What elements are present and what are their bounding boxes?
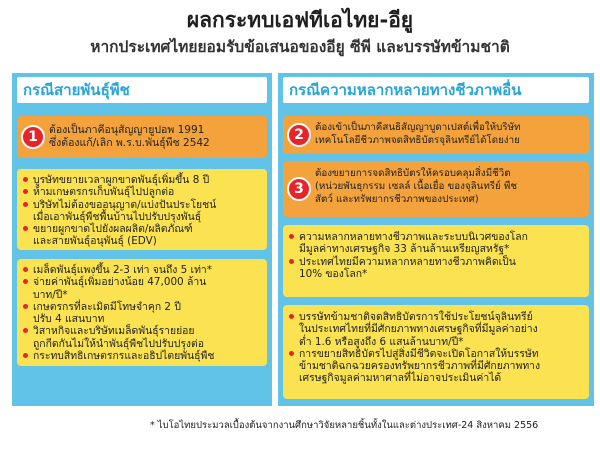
text-line: ต้องเข้าเป็นภาคีสนธิสัญญาบูดาเปสต์เพื่อให้บริษัท xyxy=(315,122,521,133)
bullet-icon xyxy=(289,351,294,356)
text-line: ต้องขยายการจดสิทธิบัตรให้ครอบคลุมสิ่งมีชีวิต xyxy=(315,168,511,179)
right-numbered-text-2 xyxy=(315,122,521,147)
list-item-continuation: ข้ามชาติฉกฉวยครองทรัพยากรชีวภาพที่มีศักยภาพทาง xyxy=(299,360,541,373)
text-line: ต้องเป็นภาคีอนุสัญญายูปอพ 1991 xyxy=(49,124,205,136)
list-item: เกษตรกรที่ละเมิดมีโทษจำคุก 2 ปี xyxy=(23,301,261,313)
list-item-continuation: ต่ำ 1.6 หรือสูงถึง 6 แสนล้านบาท/ปี* xyxy=(299,335,464,348)
bullet-icon xyxy=(23,177,28,182)
bullet-icon xyxy=(289,259,294,264)
list-item: บูรษัทขยายเวลาผูกขาดพันธุ์เพิ่มขึ้น 8 ปี xyxy=(23,174,261,186)
list-item: จ่ายค่าพันธุ์เพิ่มอย่างน้อย 47,000 ล้าน xyxy=(23,276,261,288)
right-info-box-2 xyxy=(283,305,589,399)
list-item-continuation: บาท/ปี* xyxy=(33,288,68,301)
list-item: บรรษัทข้ามชาติจดสิทธิบัตรการใช้ประโยชน์จุลินทรีย์ xyxy=(289,311,583,323)
list-item-continuation: ถูกกีดกันไม่ให้นำพันธุ์พืชไปปรับปรุงต่อ xyxy=(33,337,204,350)
page-subtitle: หากประเทศไทยยอมรับข้อเสนอของอียู ซีพี และบรรษัทข้ามชาติ xyxy=(90,38,510,56)
list-item-continuation: มีมูลค่าทางเศรษฐกิจ 33 ล้านล้านเหรียญสหรัฐ* xyxy=(299,243,510,256)
bullet-icon xyxy=(23,279,28,284)
list-item-continuation: เมื่อเอาพันธุ์พืชพื้นบ้านไปปรับปรุงพันธุ์ xyxy=(33,210,202,223)
number-badge-1: 1 xyxy=(21,125,45,149)
right-info-box-1 xyxy=(283,225,589,297)
left-numbered-text-1 xyxy=(49,124,210,150)
list-item: เมล็ดพันธุ์แพงขึ้น 2-3 เท่า จนถึง 5 เท่า* xyxy=(23,264,261,276)
number-badge-3: 3 xyxy=(287,177,311,201)
page-title: ผลกระทบเอฟทีเอไทย-อียู xyxy=(186,8,414,32)
number-badge-2: 2 xyxy=(287,123,311,147)
list-item: บริษัทไม่ต้องขออนุญาต/แบ่งปันประโยชน์ xyxy=(23,199,261,211)
left-panel-heading: กรณีสายพันธุ์พืช xyxy=(17,77,267,103)
text-line: ซึ่งต้องแก้/เลิก พ.ร.บ.พันธุ์พืช 2542 xyxy=(49,137,210,149)
list-item: ประเทศไทยมีความหลากหลายทางชีวภาพคิดเป็น xyxy=(289,256,583,268)
list-item-continuation: ปรับ 4 แสนบาท xyxy=(33,313,105,326)
left-info-box-1 xyxy=(17,169,267,250)
bullet-icon xyxy=(23,304,28,309)
text-line: เทคโนโลยีชีวภาพจดสิทธิบัตรจุลินทรีย์ได้โดยง่าย xyxy=(315,134,520,146)
bullet-icon xyxy=(23,267,28,272)
footnote: * ไบโอไทยประมวลเบื้องต้นจากงานศึกษาวิจัยหลายชิ้นทั้งในและต่างประเทศ-24 สิงหาคม 2556 xyxy=(150,420,539,431)
bullet-icon xyxy=(23,226,28,231)
list-item: ขยายผูกขาดไปยังผลผลิต/ผลิตภัณฑ์ xyxy=(23,223,261,235)
right-numbered-text-3 xyxy=(315,167,517,206)
left-info-box-2 xyxy=(17,259,267,366)
list-item: ความหลากหลายทางชีวภาพและระบบนิเวศของโลก xyxy=(289,231,583,243)
bullet-icon xyxy=(23,189,28,194)
right-numbered-box-2 xyxy=(283,116,589,154)
list-item: การขยายสิทธิบัตรไปสู่สิ่งมีชีวิตจะเปิดโอกาสให้บรรษัท xyxy=(289,348,583,360)
left-panel xyxy=(12,73,272,406)
list-item-continuation: 10% ของโลก* xyxy=(299,267,368,280)
bullet-icon xyxy=(289,314,294,319)
list-item-continuation: ในประเทศไทยที่มีศักยภาพทางเศรษฐกิจที่มีมูลค่าอย่าง xyxy=(299,323,538,336)
right-panel xyxy=(278,73,594,406)
list-item: ห้ามเกษตรกรเก็บพันธุ์ไปปลูกต่อ xyxy=(23,186,261,198)
right-panel-heading: กรณีความหลากหลายทางชีวภาพอื่น xyxy=(283,77,589,103)
left-numbered-box-1 xyxy=(17,116,267,158)
bullet-icon xyxy=(289,234,294,239)
bullet-icon xyxy=(23,202,28,207)
right-numbered-box-3 xyxy=(283,161,589,217)
text-line: สัตว์ และทรัพยากรชีวภาพของประเทศ) xyxy=(315,194,479,205)
list-item-continuation: เศรษฐกิจมูลค่ามหาศาลที่ไม่อาจประเมินค่าได้ xyxy=(299,372,502,385)
list-item-continuation: และสายพันธุ์อนุพันธุ์ (EDV) xyxy=(33,235,157,248)
text-line: (หน่วยพันธุกรรม เซลล์ เนื้อเยื่อ ของจุลินทรีย์ พืช xyxy=(315,181,518,192)
list-item: กระทบสิทธิเกษตรกรและอธิปไตยพันธุ์พืช xyxy=(23,350,261,362)
bullet-icon xyxy=(23,353,28,358)
bullet-icon xyxy=(23,328,28,333)
list-item: วิสาหกิจและบริษัทเมล็ดพันธุ์รายย่อย xyxy=(23,325,261,337)
